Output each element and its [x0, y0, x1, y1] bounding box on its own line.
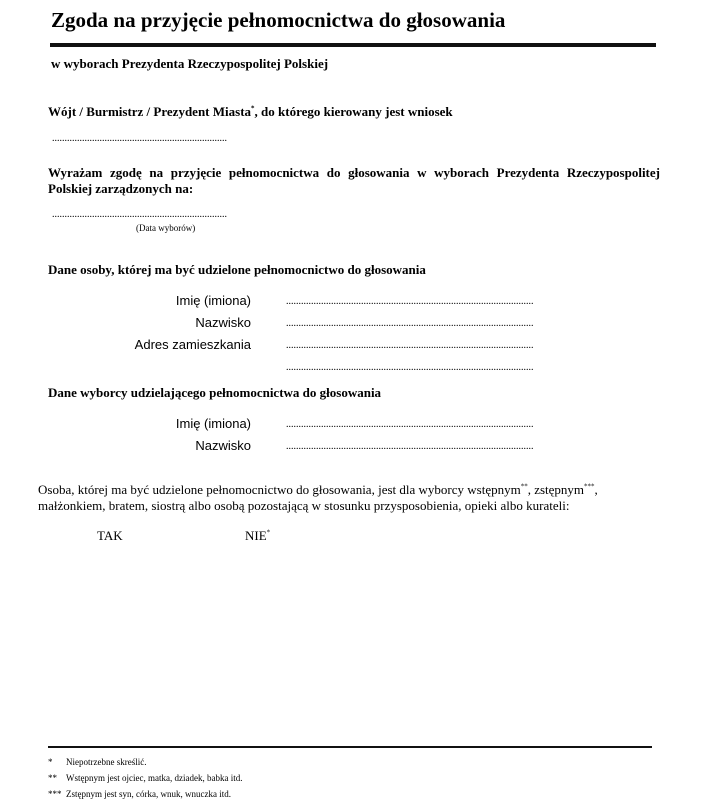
footnote-1 [48, 757, 146, 767]
footnote-3-text: Zstępnym jest syn, córka, wnuk, wnuczka itd. [66, 789, 231, 799]
proxy-surname-label: Nazwisko [195, 315, 251, 330]
proxy-address-label: Adres zamieszkania [134, 337, 251, 352]
voter-first-name-label: Imię (imiona) [175, 416, 251, 431]
footnote-3-mark: *** [48, 789, 62, 799]
footnote-2-mark: ** [48, 773, 57, 783]
option-yes[interactable]: TAK [97, 528, 123, 543]
voter-first-name-fill[interactable]: ................................................................................................... [286, 419, 534, 430]
option-no-mark: * [266, 528, 271, 537]
voter-section-heading: Dane wyborcy udzielającego pełnomocnictwa do głosowania [48, 385, 382, 400]
option-no[interactable] [245, 528, 270, 544]
proxy-first-name-fill[interactable]: ................................................................................................... [286, 296, 534, 307]
footnote-2 [48, 773, 242, 783]
footnote-3 [48, 789, 231, 799]
document-subtitle: w wyborach Prezydenta Rzeczypospolitej Polskiej [51, 56, 329, 71]
authority-mark: * [251, 104, 255, 113]
proxy-first-name-label: Imię (imiona) [175, 293, 251, 308]
title-rule [50, 43, 656, 47]
proxy-section-heading: Dane osoby, której ma być udzielone pełnomocnictwo do głosowania [48, 262, 426, 277]
election-date-fill[interactable]: ...................................................................... [52, 209, 227, 220]
proxy-surname-fill[interactable]: ................................................................................................... [286, 318, 534, 329]
relation-text-1: Osoba, której ma być udzielone pełnomocnictwo do głosowania, jest dla wyborcy wstępnym [38, 482, 521, 497]
relation-line-2: małżonkiem, bratem, siostrą albo osobą pozostającą w stosunku przysposobienia, opieki albo kurateli: [38, 498, 570, 513]
authority-label: Wójt / Burmistrz / Prezydent Miasta [48, 104, 252, 119]
proxy-address-fill-2[interactable]: ................................................................................................... [286, 362, 534, 373]
authority-fill[interactable]: ...................................................................... [52, 133, 227, 144]
relation-text-3: , [594, 482, 598, 497]
relation-text-2: , zstępnym [527, 482, 585, 497]
footnote-2-text: Wstępnym jest ojciec, matka, dziadek, babka itd. [66, 773, 243, 783]
authority-suffix: , do którego kierowany jest wniosek [254, 104, 453, 119]
authority-line [48, 104, 453, 120]
relation-line-1 [38, 482, 598, 498]
election-date-caption: (Data wyborów) [136, 223, 196, 233]
voter-surname-fill[interactable]: ................................................................................................... [286, 441, 534, 452]
option-no-label: NIE [245, 528, 267, 543]
consent-text: Wyrażam zgodę na przyjęcie pełnomocnictwa do głosowania w wyborach Prezydenta Rzeczypospolitej Polskiej zarządzonych na: [48, 165, 660, 196]
footnote-rule [48, 746, 652, 748]
voter-surname-label: Nazwisko [195, 438, 251, 453]
footnote-1-text: Niepotrzebne skreślić. [66, 757, 147, 767]
relation-mark-2: *** [584, 482, 595, 491]
relation-mark-1: ** [520, 482, 528, 491]
document-title: Zgoda na przyjęcie pełnomocnictwa do głosowania [51, 8, 506, 32]
proxy-address-fill[interactable]: ................................................................................................... [286, 340, 534, 351]
footnote-1-mark: * [48, 757, 53, 767]
